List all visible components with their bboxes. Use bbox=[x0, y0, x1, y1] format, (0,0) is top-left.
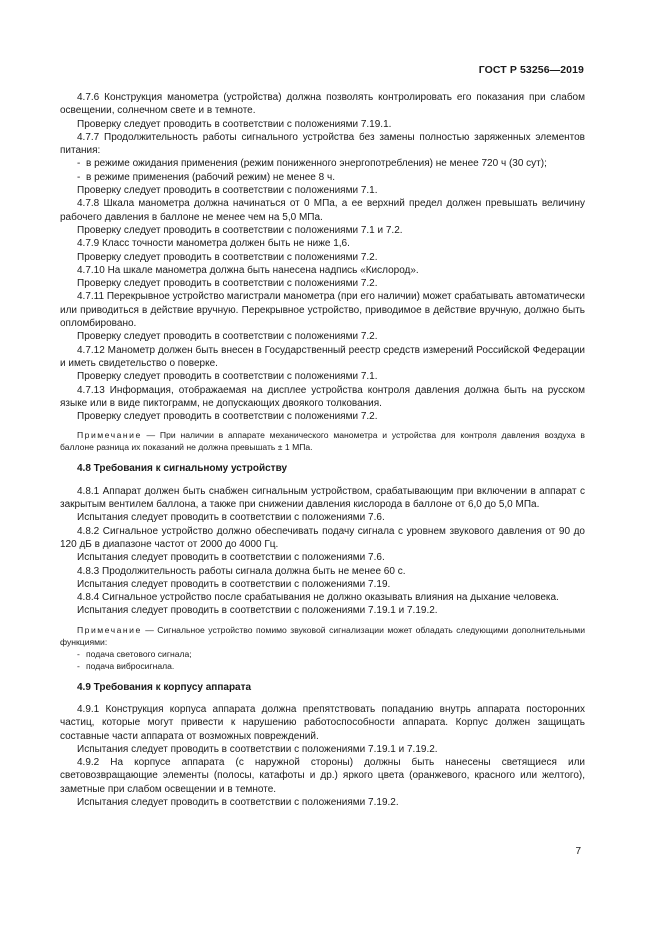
paragraph: 4.8.3 Продолжительность работы сигнала должна быть не менее 60 с. bbox=[77, 565, 406, 577]
paragraph: 4.8.2 Сигнальное устройство должно обеспечивать подачу сигнала с уровнем звукового давления от 90 до 120 дБ в диапазоне частот от 2000 до 4000 Гц. bbox=[60, 525, 585, 550]
note-text: — При наличии в аппарате механического манометра и устройства для контроля давления воздуха в баллоне разница их показаний не должна превышать ± 1 МПа. bbox=[60, 430, 585, 453]
note-list-item: - подача светового сигнала; bbox=[77, 648, 192, 659]
list-item: - в режиме применения (рабочий режим) не менее 8 ч. bbox=[77, 171, 335, 183]
note-list-item: - подача вибросигнала. bbox=[77, 660, 175, 671]
note bbox=[60, 429, 585, 453]
paragraph: Проверку следует проводить в соответствии с положениями 7.1. bbox=[77, 371, 378, 383]
section-heading: 4.9 Требования к корпусу аппарата bbox=[77, 681, 252, 693]
paragraph: Проверку следует проводить в соответствии с положениями 7.2. bbox=[77, 331, 378, 343]
paragraph: 4.9.1 Конструкция корпуса аппарата должна препятствовать попаданию внутрь аппарата посторонних частиц, которые могут привести к нарушению работоспособности аппарата. Корпус должен защищать составные части аппарата от возможных повреждений. bbox=[60, 703, 585, 742]
paragraph: 4.8.1 Аппарат должен быть снабжен сигнальным устройством, срабатывающим при включении в аппарат с закрытым вентилем баллона, а также при снижении давления кислорода в баллоне от 6,0 до 5,0 МПа. bbox=[60, 485, 585, 511]
paragraph: 4.7.9 Класс точности манометра должен быть не ниже 1,6. bbox=[77, 238, 350, 250]
note bbox=[60, 624, 585, 648]
paragraph: Проверку следует проводить в соответствии с положениями 7.19.1. bbox=[77, 118, 392, 130]
paragraph: Проверку следует проводить в соответствии с положениями 7.1. bbox=[77, 185, 378, 197]
list-item: - в режиме ожидания применения (режим пониженного энергопотребления) не менее 720 ч (30 сут); bbox=[77, 158, 547, 170]
paragraph: Проверку следует проводить в соответствии с положениями 7.1 и 7.2. bbox=[77, 224, 403, 236]
paragraph: Испытания следует проводить в соответствии с положениями 7.6. bbox=[77, 512, 385, 524]
paragraph: Испытания следует проводить в соответствии с положениями 7.6. bbox=[77, 552, 385, 564]
paragraph: Проверку следует проводить в соответствии с положениями 7.2. bbox=[77, 251, 378, 263]
paragraph: 4.7.8 Шкала манометра должна начинаться от 0 МПа, а ее верхний предел должен превышать величину рабочего давления в баллоне не менее чем на 5,0 МПа. bbox=[60, 198, 585, 223]
page-number: 7 bbox=[575, 846, 581, 857]
note-label: Примечание bbox=[77, 430, 142, 441]
document-body bbox=[60, 91, 585, 809]
paragraph: 4.8.4 Сигнальное устройство после срабатывания не должно оказывать влияния на дыхание человека. bbox=[77, 592, 559, 604]
note-text: — Сигнальное устройство помимо звуковой сигнализации может обладать следующими дополнительными функциями: bbox=[60, 624, 585, 647]
paragraph: 4.7.11 Перекрывное устройство магистрали манометра (при его наличии) может срабатывать автоматически или приводиться в действие вручную. Перекрывное устройство, приводимое в действие вручную, должно быть опломбировано. bbox=[60, 291, 585, 330]
paragraph: 4.7.6 Конструкция манометра (устройства) должна позволять контролировать его показания при слабом освещении, солнечном свете и в темноте. bbox=[60, 92, 585, 117]
paragraph: 4.7.7 Продолжительность работы сигнального устройства без замены полностью заряженных элементов питания: bbox=[60, 131, 585, 157]
paragraph: 4.7.10 На шкале манометра должна быть нанесена надпись «Кислород». bbox=[77, 264, 419, 276]
paragraph: Испытания следует проводить в соответствии с положениями 7.19.2. bbox=[77, 797, 399, 809]
section-heading: 4.8 Требования к сигнальному устройству bbox=[77, 463, 288, 475]
paragraph: Испытания следует проводить в соответствии с положениями 7.19. bbox=[77, 578, 391, 590]
paragraph: Испытания следует проводить в соответствии с положениями 7.19.1 и 7.19.2. bbox=[77, 605, 438, 617]
document-id: ГОСТ Р 53256—2019 bbox=[478, 64, 584, 76]
paragraph: 4.7.13 Информация, отображаемая на дисплее устройства контроля давления должна быть на русском языке или в виде пиктограмм, не допускающих двоякого толкования. bbox=[60, 384, 585, 409]
paragraph: Испытания следует проводить в соответствии с положениями 7.19.1 и 7.19.2. bbox=[77, 743, 438, 755]
paragraph: Проверку следует проводить в соответствии с положениями 7.2. bbox=[77, 411, 378, 423]
paragraph: 4.9.2 На корпусе аппарата (с наружной стороны) должны быть нанесены светящиеся или световозвращающие элементы (полосы, катафоты и др.) яркого цвета (оранжевого, красного или желтого), заметные при слабом освещении и в темноте. bbox=[60, 757, 585, 795]
paragraph: 4.7.12 Манометр должен быть внесен в Государственный реестр средств измерений Российской Федерации и иметь свидетельство о поверке. bbox=[60, 344, 585, 369]
note-label: Примечание bbox=[77, 624, 142, 635]
paragraph: Проверку следует проводить в соответствии с положениями 7.2. bbox=[77, 278, 378, 290]
